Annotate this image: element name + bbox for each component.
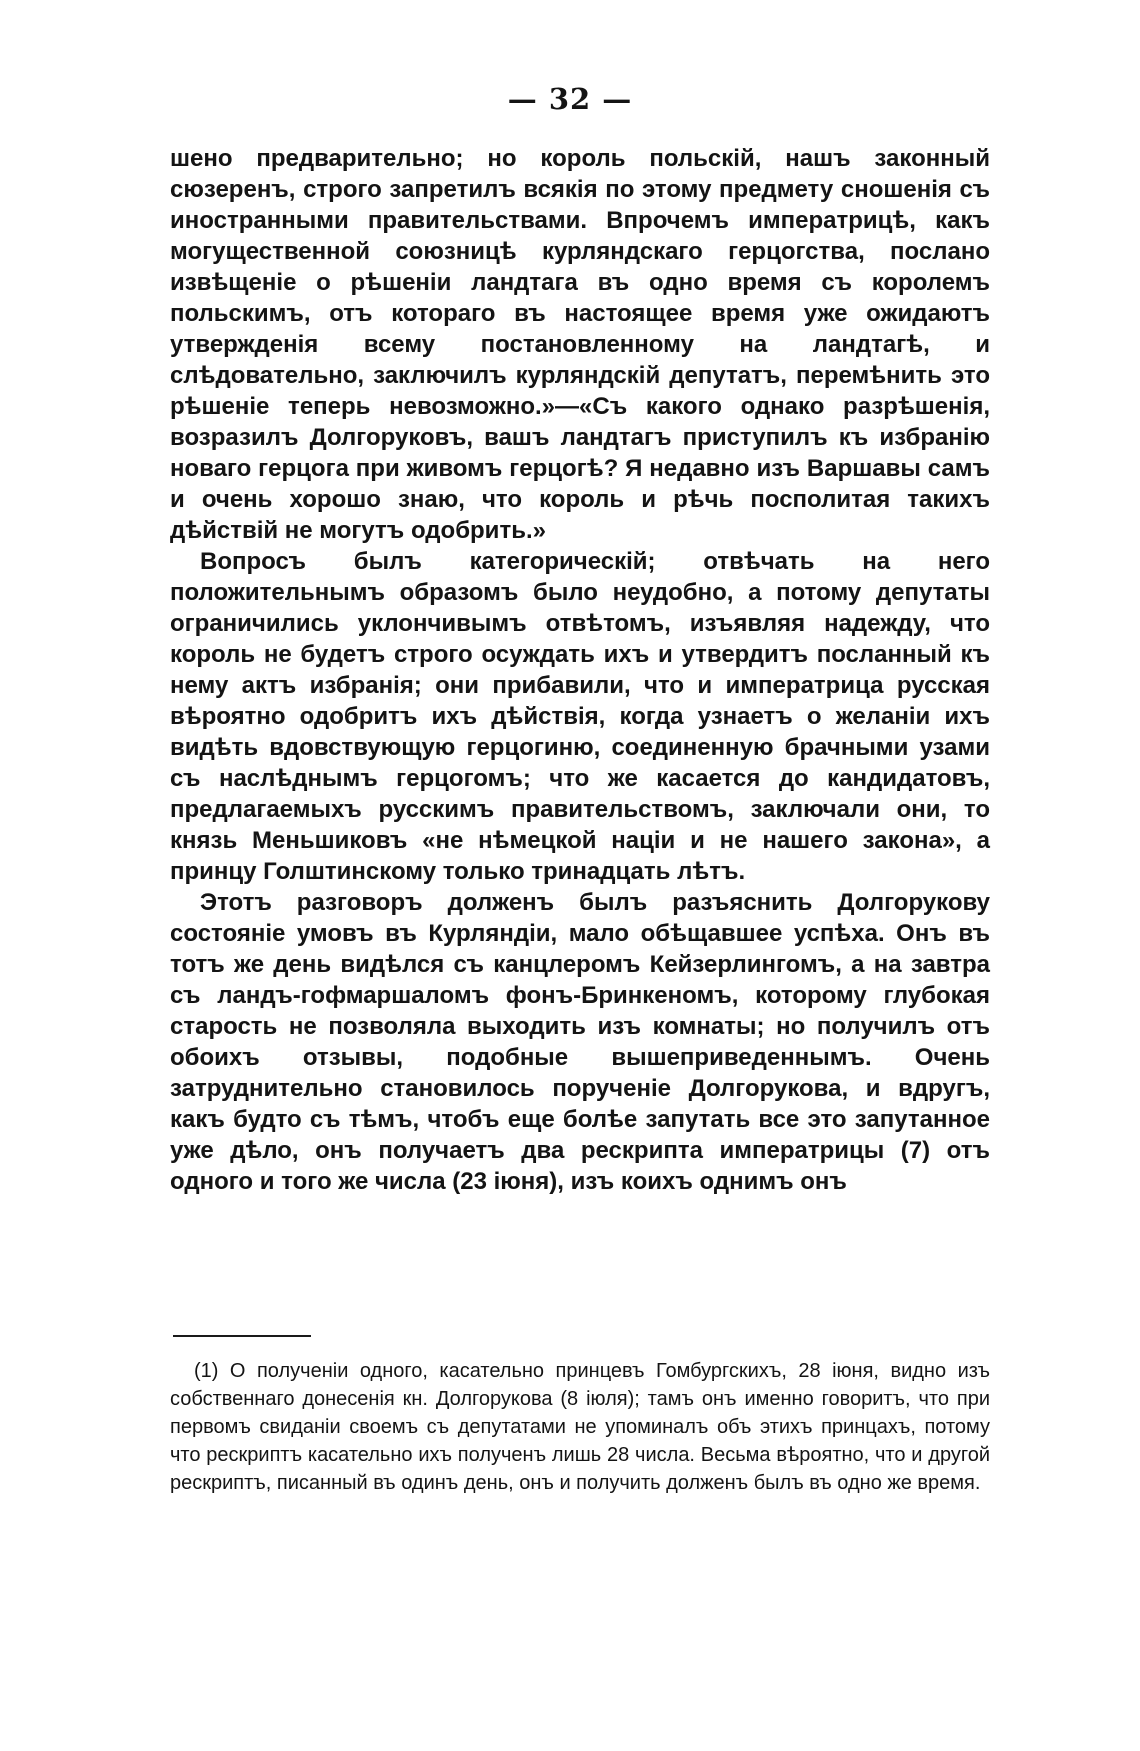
paragraph-3: Этотъ разговоръ долженъ былъ разъяснить Долгорукову состояніе умовъ въ Курляндіи, мало обѣщавшее успѣха. Онъ въ тотъ же день видѣлся съ канцлеромъ Кейзерлингомъ, а на завтра съ ландъ-гофмаршаломъ фонъ-Бринкеномъ, которому глубокая старость не позволяла выходить изъ комнаты; но получилъ отъ обоихъ отзывы, подобные вышеприведеннымъ. Очень затруднительно становилось порученіе Долгорукова, и вдругъ, какъ будто съ тѣмъ, чтобъ еще болѣе запутать все это запутанное уже дѣло, онъ получаетъ два рескрипта императрицы (7) отъ одного и того же числа (23 іюня), изъ коихъ однимъ онъ xyxy=(170,889,990,1195)
paragraph-1: шено предварительно; но король польскій, нашъ законный сюзеренъ, строго запретилъ всякія по этому предмету сношенія съ иностранными правительствами. Впрочемъ императрицѣ, какъ могущественной союзницѣ курляндскаго герцогства, послано извѣщеніе о рѣшеніи ландтага въ одно время съ королемъ польскимъ, отъ котораго въ настоящее время уже ожидаютъ утвержденія всему постановленному на ландтагѣ, и слѣдовательно, заключилъ курляндскій депутатъ, перемѣнить это рѣшеніе теперь невозможно.»—«Съ какого однако разрѣшенія, возразилъ Долгоруковъ, вашъ ландтагъ приступилъ къ избранію новаго герцога при живомъ герцогѣ? Я недавно изъ Варшавы самъ и очень хорошо знаю, что король и рѣчь посполитая такихъ дѣйствій не могутъ одобрить.» xyxy=(170,145,990,544)
paragraph-2: Вопросъ былъ категорическій; отвѣчать на него положительнымъ образомъ было неудобно, а потому депутаты ограничились уклончивымъ отвѣтомъ, изъявляя надежду, что король не будетъ строго осуждать ихъ и утвердитъ посланный къ нему актъ избранія; они прибавили, что и императрица русская вѣроятно одобритъ ихъ дѣйствія, когда узнаетъ о желаніи ихъ видѣть вдовствующую герцогиню, соединенную брачными узами съ наслѣднымъ герцогомъ; что же касается до кандидатовъ, предлагаемыхъ русскимъ правительствомъ, заключали они, то князь Меньшиковъ «не нѣмецкой націи и не нашего закона», а принцу Голштинскому только тринадцать лѣтъ. xyxy=(170,548,990,885)
footnote-1: (1) О полученіи одного, касательно принцевъ Гомбургскихъ, 28 іюня, видно изъ собственнаго донесенія кн. Долгорукова (8 іюля); тамъ онъ именно говоритъ, что при первомъ свиданіи своемъ съ депутатами не упоминалъ объ этихъ принцахъ, потому что рескриптъ касательно ихъ полученъ лишь 28 числа. Весьма вѣроятно, что и другой рескриптъ, писанный въ одинъ день, онъ и получить долженъ былъ въ одно же время. xyxy=(170,1360,990,1494)
footnote-divider xyxy=(173,1335,311,1337)
page-number: — 32 — xyxy=(507,82,633,116)
main-text xyxy=(170,143,990,1197)
footnotes xyxy=(170,1357,990,1497)
